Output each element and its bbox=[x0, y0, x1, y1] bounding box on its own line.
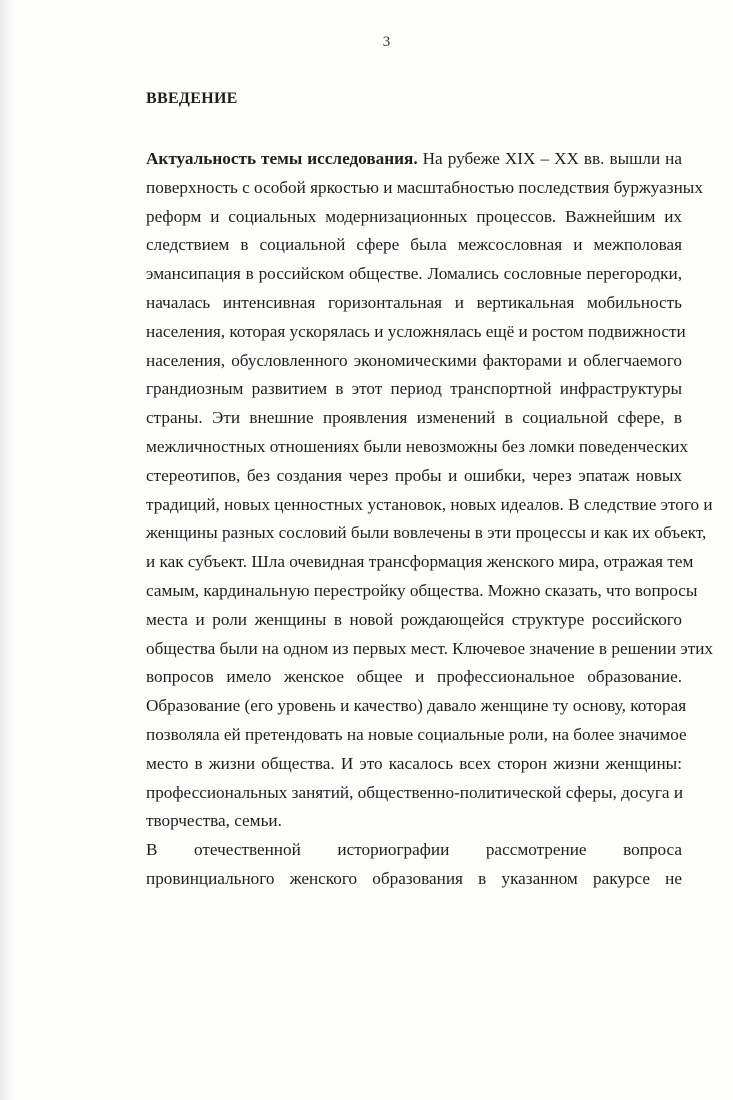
text-line: места и роли женщины в новой рождающейся структуре российского bbox=[146, 609, 682, 629]
text-line: межличностных отношениях были невозможны без ломки поведенческих bbox=[146, 436, 689, 456]
paragraph-2-line: В отечественной историографии рассмотрение вопроса bbox=[146, 840, 682, 860]
text-line: место в жизни общества. И это касалось всех сторон жизни женщины: bbox=[146, 753, 682, 773]
paragraph-1-line-1 bbox=[146, 145, 682, 174]
text-line: страны. Эти внешние проявления изменений в социальной сфере, в bbox=[146, 408, 682, 428]
text-line: эмансипация в российском обществе. Ломались сословные перегородки, bbox=[146, 264, 682, 284]
text-line: реформ и социальных модернизационных процессов. Важнейшим их bbox=[146, 206, 682, 226]
text-line: женщины разных сословий были вовлечены в эти процессы и как их объект, bbox=[146, 523, 707, 543]
text-line: населения, обусловленного экономическими факторами и облегчаемого bbox=[146, 350, 682, 370]
paragraph-1-line-1-rest: На рубеже XIX – XX вв. вышли на bbox=[417, 149, 682, 168]
text-line: поверхность с особой яркостью и масштабностью последствия буржуазных bbox=[146, 177, 703, 197]
text-line: профессиональных занятий, общественно-политической сферы, досуга и bbox=[146, 782, 684, 802]
text-line: стереотипов, без создания через пробы и ошибки, через эпатаж новых bbox=[146, 465, 682, 485]
page-number: 3 bbox=[382, 34, 391, 50]
paragraph-2-line: провинциального женского образования в указанном ракурсе не bbox=[146, 868, 682, 888]
text-line: и как субъект. Шла очевидная трансформация женского мира, отражая тем bbox=[146, 552, 694, 572]
body-text bbox=[146, 145, 714, 894]
text-line: традиций, новых ценностных установок, новых идеалов. В следствие этого и bbox=[146, 494, 713, 514]
section-heading: ВВЕДЕНИЕ bbox=[146, 90, 238, 107]
topic-relevance-lead: Актуальность темы исследования. bbox=[146, 149, 418, 168]
text-line: населения, которая ускорялась и усложнялась ещё и ростом подвижности bbox=[146, 321, 686, 341]
text-line: общества были на одном из первых мест. Ключевое значение в решении этих bbox=[146, 638, 714, 658]
text-line: вопросов имело женское общее и профессиональное образование. bbox=[146, 667, 682, 687]
text-line: творчества, семьи. bbox=[146, 811, 282, 831]
scan-edge-shadow bbox=[0, 0, 14, 1100]
text-line: грандиозным развитием в этот период транспортной инфраструктуры bbox=[146, 379, 682, 399]
text-line: следствием в социальной сфере была межсословная и межполовая bbox=[146, 235, 682, 255]
text-line: самым, кардинальную перестройку общества. Можно сказать, что вопросы bbox=[146, 580, 698, 600]
text-line: Образование (его уровень и качество) давало женщине ту основу, которая bbox=[146, 696, 687, 716]
text-line: позволяла ей претендовать на новые социальные роли, на более значимое bbox=[146, 724, 687, 744]
text-line: началась интенсивная горизонтальная и вертикальная мобильность bbox=[146, 292, 682, 312]
